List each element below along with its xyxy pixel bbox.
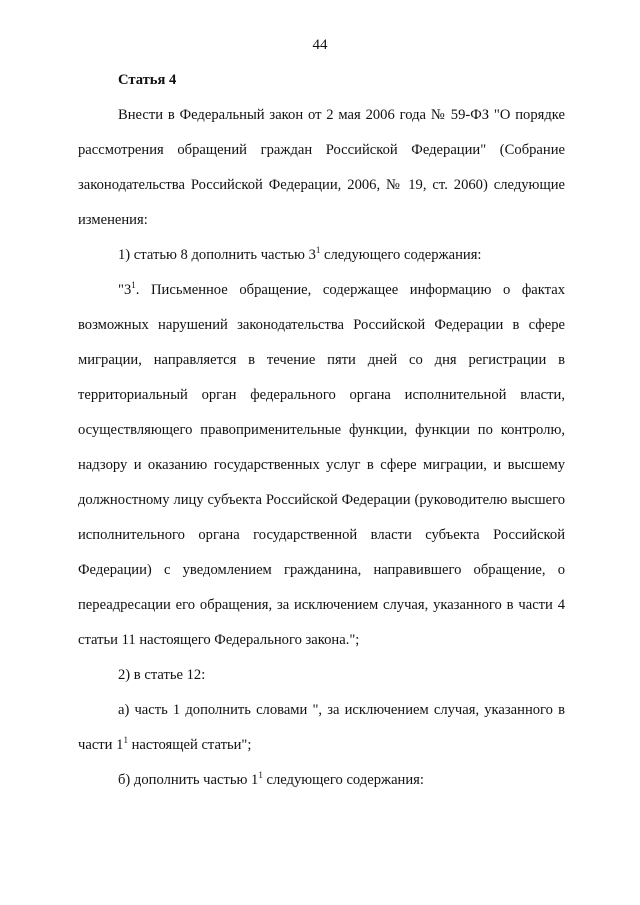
item-1-text-end: следующего содержания: [320, 247, 482, 263]
item-2-paragraph: 2) в статье 12: [118, 667, 206, 683]
page-number: 44 [312, 37, 328, 53]
item-2a-superscript: 1 [123, 735, 128, 745]
quoted-part-number: "3 [118, 282, 132, 298]
item-2a-text-end: настоящей статьи"; [127, 737, 252, 753]
item-1-paragraph [78, 238, 565, 273]
article-intro-paragraph: Внести в Федеральный закон от 2 мая 2006 года № 59-ФЗ "О порядке рассмотрения обращений граждан Российской Федерации" (Собрание законодательства Российской Федерации, 2006, № 19, ст. 2060) следующие изменения: [78, 107, 565, 228]
item-2b-text: б) дополнить частью 1 [118, 772, 259, 788]
item-2b-paragraph [78, 763, 565, 798]
article-heading: Статья 4 [118, 72, 177, 88]
item-2b-text-end: следующего содержания: [262, 772, 424, 788]
item-1-text: 1) статью 8 дополнить частью 3 [118, 247, 316, 263]
quoted-part-superscript: 1 [131, 280, 136, 290]
quoted-part-text: . Письменное обращение, содержащее информацию о фактах возможных нарушений законодательства Российской Федерации в сфере миграции, направляется в течение пяти дней со дня регистрации в территориальный орган федерального органа исполнительной власти, осуществляющего правоприменительные функции, функции по контролю, надзору и оказанию государственных услуг в сфере миграции, и высшему должностному лицу субъекта Российской Федерации (руководителю высшего исполнительного органа государственной власти субъекта Российской Федерации) с уведомлением гражданина, направившего обращение, о переадресации его обращения, за исключением случая, указанного в части 4 статьи 11 настоящего Федерального закона."; [78, 282, 565, 648]
item-2b-superscript: 1 [258, 770, 263, 780]
item-2a-text: а) часть 1 дополнить словами ", за исключением случая, указанного в части 1 [78, 702, 565, 753]
quoted-part-paragraph [78, 273, 565, 658]
item-2a-paragraph [78, 693, 565, 763]
item-1-superscript: 1 [315, 245, 321, 255]
document-body [78, 63, 565, 798]
